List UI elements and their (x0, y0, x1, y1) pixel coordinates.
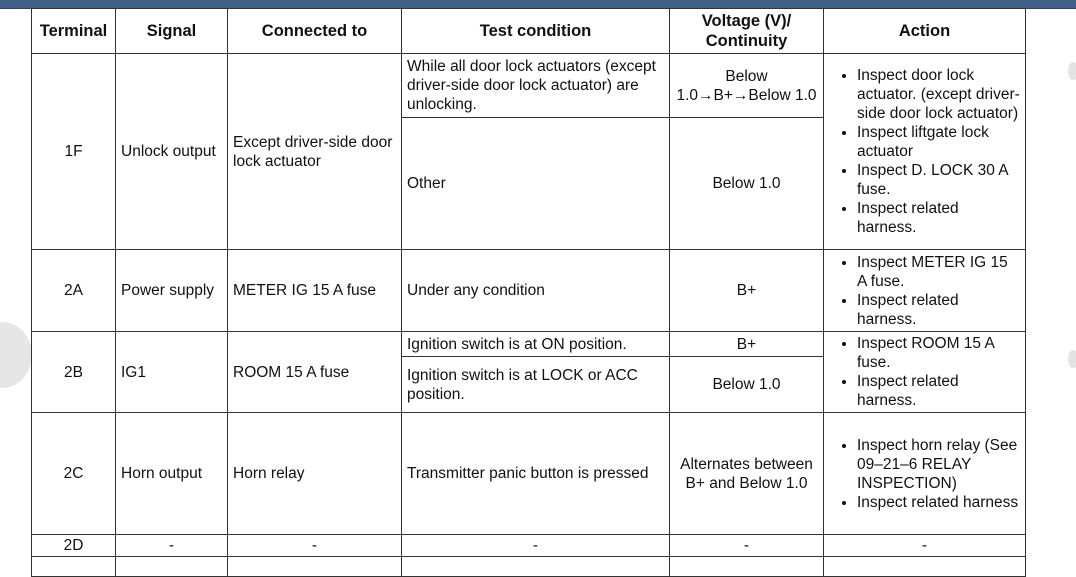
signal-cell: Horn output (116, 413, 228, 535)
connected-to-cell: Horn relay (228, 413, 402, 535)
header-action: Action (824, 9, 1026, 54)
test-condition-cell: Under any condition (402, 250, 670, 332)
action-list (829, 253, 1020, 329)
action-item: • Inspect METER IG 15 A fuse. (857, 253, 1020, 291)
terminal-cell: 2D (32, 535, 116, 557)
connected-to-cell: ROOM 15 A fuse (228, 332, 402, 413)
connected-to-cell: - (228, 535, 402, 557)
signal-cell: IG1 (116, 332, 228, 413)
action-item: • Inspect ROOM 15 A fuse. (857, 334, 1020, 372)
voltage-cell: Below 1.0 (670, 118, 824, 250)
action-item: • Inspect related harness (857, 493, 1020, 512)
action-list (829, 334, 1020, 410)
cut-off-cell (402, 557, 670, 577)
test-condition-cell: While all door lock actuators (except driver-side door lock actuator) are unlocking. (402, 54, 670, 118)
header-row (32, 9, 1026, 54)
cut-off-cell (670, 557, 824, 577)
scroll-mark-right (1068, 350, 1076, 368)
header-test-condition: Test condition (402, 9, 670, 54)
connected-to-cell: Except driver-side door lock actuator (228, 54, 402, 250)
test-condition-cell: Transmitter panic button is pressed (402, 413, 670, 535)
signal-cell: Unlock output (116, 54, 228, 250)
cut-off-cell (116, 557, 228, 577)
terminal-cell: 1F (32, 54, 116, 250)
table-row (32, 250, 1026, 332)
action-list (829, 436, 1020, 512)
action-cell (824, 413, 1026, 535)
test-condition-cell: Ignition switch is at ON position. (402, 332, 670, 357)
action-item: • Inspect door lock actuator. (except driver-side door lock actuator) (857, 66, 1020, 123)
voltage-cell: - (670, 535, 824, 557)
action-item: • Inspect liftgate lock actuator (857, 123, 1020, 161)
terminal-cell: 2B (32, 332, 116, 413)
cut-off-cell (228, 557, 402, 577)
test-condition-cell: Other (402, 118, 670, 250)
signal-cell: Power supply (116, 250, 228, 332)
scroll-mark-right (1068, 62, 1076, 80)
table-row (32, 332, 1026, 357)
terminal-voltage-table (31, 8, 1026, 577)
action-item: • Inspect horn relay (See 09–21–6 RELAY INSPECTION) (857, 436, 1020, 493)
voltage-cell: Below 1.0→B+→Below 1.0 (670, 54, 824, 118)
terminal-cell: 2A (32, 250, 116, 332)
action-item: • Inspect related harness. (857, 199, 1020, 237)
voltage-cell: Below 1.0 (670, 357, 824, 413)
header-connected-to: Connected to (228, 9, 402, 54)
header-terminal: Terminal (32, 9, 116, 54)
test-condition-cell: - (402, 535, 670, 557)
header-signal: Signal (116, 9, 228, 54)
test-condition-cell: Ignition switch is at LOCK or ACC position. (402, 357, 670, 413)
action-item: • Inspect related harness. (857, 372, 1020, 410)
action-cell (824, 250, 1026, 332)
table-row (32, 413, 1026, 535)
action-cell: - (824, 535, 1026, 557)
signal-cell: - (116, 535, 228, 557)
action-cell (824, 332, 1026, 413)
action-item: • Inspect related harness. (857, 291, 1020, 329)
voltage-cell: B+ (670, 250, 824, 332)
scroll-circle-left[interactable] (0, 322, 32, 388)
action-list (829, 66, 1020, 237)
voltage-cell: Alternates between B+ and Below 1.0 (670, 413, 824, 535)
cut-off-cell (824, 557, 1026, 577)
table-row-partial (32, 557, 1026, 577)
table-row (32, 54, 1026, 118)
action-item: • Inspect D. LOCK 30 A fuse. (857, 161, 1020, 199)
voltage-cell: B+ (670, 332, 824, 357)
terminal-cell: 2C (32, 413, 116, 535)
header-voltage: Voltage (V)/ Continuity (670, 9, 824, 54)
action-cell (824, 54, 1026, 250)
connected-to-cell: METER IG 15 A fuse (228, 250, 402, 332)
cut-off-cell (32, 557, 116, 577)
table-row (32, 535, 1026, 557)
